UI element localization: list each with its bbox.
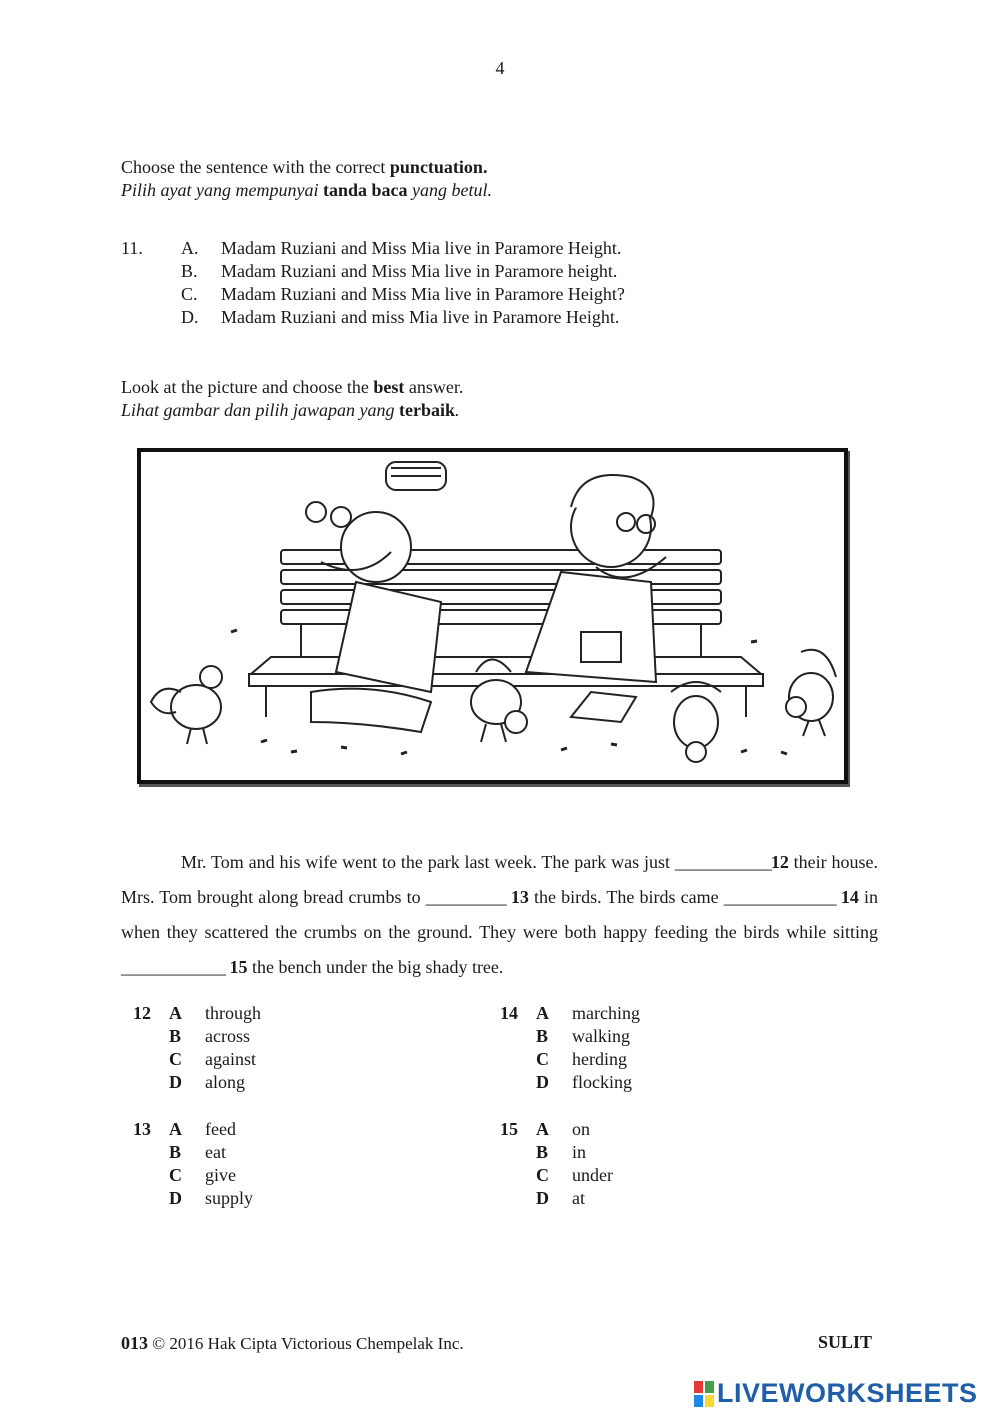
question-13 bbox=[121, 1118, 421, 1218]
q11-option-a[interactable]: A. Madam Ruziani and Miss Mia live in Paramore Height. bbox=[181, 238, 622, 258]
q13-option-d[interactable]: D supply bbox=[169, 1188, 254, 1208]
q15-option-d[interactable]: D at bbox=[536, 1188, 585, 1208]
footer-copyright: 013 © 2016 Hak Cipta Victorious Chempelak Inc. bbox=[121, 1333, 464, 1353]
instruction-english: Choose the sentence with the correct punctuation. bbox=[121, 157, 488, 177]
q15-option-b[interactable]: B in bbox=[536, 1142, 587, 1162]
q12-option-a[interactable]: A through bbox=[169, 1003, 261, 1023]
q15-option-c[interactable]: C under bbox=[536, 1165, 613, 1185]
q13-option-b[interactable]: B eat bbox=[169, 1142, 226, 1162]
question-number: 15 bbox=[500, 1119, 518, 1139]
blank-13[interactable]: __________ bbox=[425, 887, 506, 907]
liveworksheets-logo-icon bbox=[693, 1380, 715, 1408]
park-bench-illustration-icon bbox=[141, 452, 844, 780]
question-number: 12 bbox=[133, 1003, 151, 1023]
q11-option-b[interactable]: B. Madam Ruziani and Miss Mia live in Paramore height. bbox=[181, 261, 618, 281]
question-14 bbox=[488, 1002, 788, 1102]
blank-15[interactable]: _____________ bbox=[121, 957, 225, 977]
q11-option-d[interactable]: D. Madam Ruziani and miss Mia live in Paramore Height. bbox=[181, 307, 620, 327]
q12-option-c[interactable]: C against bbox=[169, 1049, 256, 1069]
instruction-malay: Pilih ayat yang mempunyai tanda baca yang betul. bbox=[121, 180, 492, 200]
instruction-malay: Lihat gambar dan pilih jawapan yang terbaik. bbox=[121, 400, 460, 420]
q15-option-a[interactable]: A on bbox=[536, 1119, 590, 1139]
question-number: 11. bbox=[121, 238, 143, 258]
punctuation-instructions bbox=[121, 156, 492, 202]
paper-code: 013 bbox=[121, 1333, 148, 1353]
q14-option-c[interactable]: C herding bbox=[536, 1049, 627, 1069]
q12-option-d[interactable]: D along bbox=[169, 1072, 245, 1092]
park-bench-picture bbox=[137, 448, 848, 784]
blank-14[interactable]: ______________ bbox=[723, 887, 836, 907]
instruction-english: Look at the picture and choose the best answer. bbox=[121, 377, 464, 397]
question-number: 14 bbox=[500, 1003, 518, 1023]
page-number: 4 bbox=[495, 58, 505, 78]
q14-option-d[interactable]: D flocking bbox=[536, 1072, 632, 1092]
question-15 bbox=[488, 1118, 788, 1218]
question-number: 13 bbox=[133, 1119, 151, 1139]
q14-option-a[interactable]: A marching bbox=[536, 1003, 640, 1023]
q13-option-a[interactable]: A feed bbox=[169, 1119, 236, 1139]
cloze-passage: Mr. Tom and his wife went to the park last week. The park was just ____________12 their house. Mrs. Tom brought along bread crumbs to __________ 13 the birds. The birds came ______________ 14 in when they scattered the crumbs on the ground. They were both happy feeding the birds while sitting _____________ 15 the bench under the big shady tree. bbox=[121, 852, 879, 977]
q14-option-b[interactable]: B walking bbox=[536, 1026, 630, 1046]
liveworksheets-brand[interactable] bbox=[693, 1378, 978, 1409]
brand-name: LIVEWORKSHEETS bbox=[717, 1378, 978, 1408]
q12-option-b[interactable]: B across bbox=[169, 1026, 250, 1046]
blank-12[interactable]: ____________ bbox=[674, 852, 771, 872]
question-12 bbox=[121, 1002, 421, 1102]
picture-instructions bbox=[121, 376, 463, 422]
q11-option-c[interactable]: C. Madam Ruziani and Miss Mia live in Paramore Height? bbox=[181, 284, 625, 304]
q13-option-c[interactable]: C give bbox=[169, 1165, 236, 1185]
footer-status: SULIT bbox=[818, 1332, 873, 1352]
